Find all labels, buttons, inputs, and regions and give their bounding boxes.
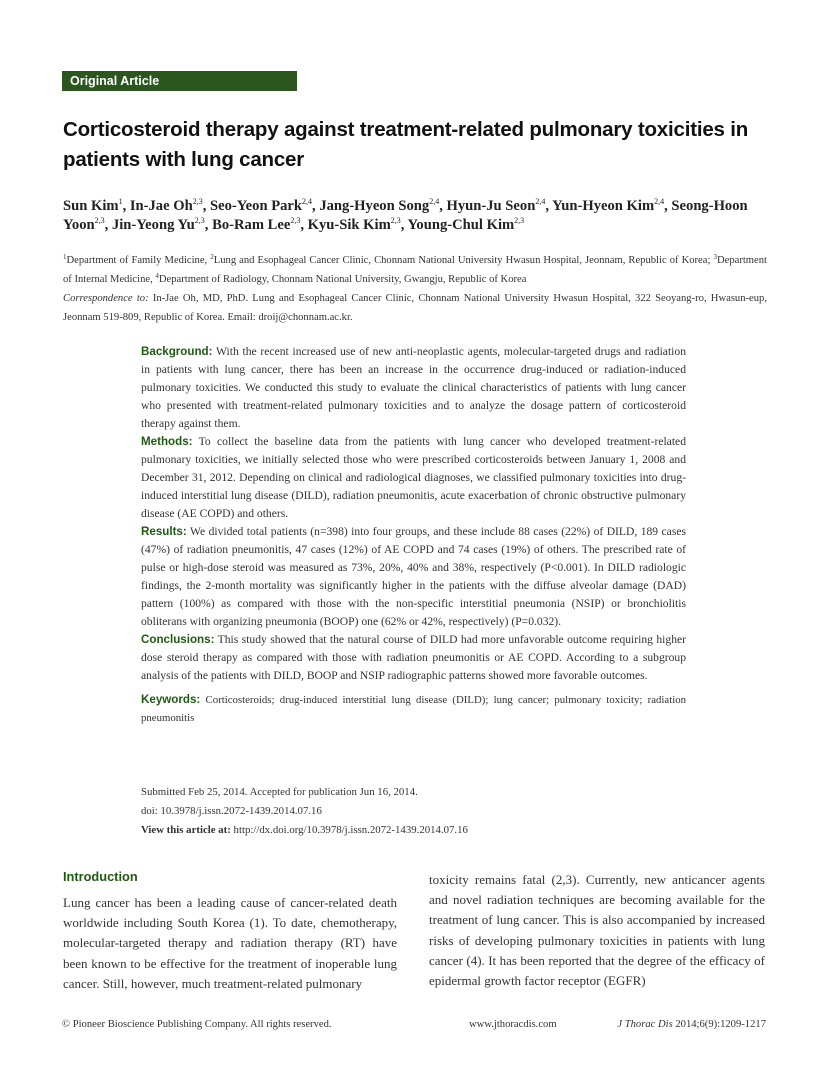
section-label: Methods:: [141, 435, 193, 448]
author: Yun-Hyeon Kim$^{2,4}$: [552, 197, 665, 214]
article-title: Corticosteroid therapy against treatment-related pulmonary toxicities in patients with lung cancer: [63, 118, 749, 171]
author: Hyun-Ju Seon$^{2,4}$: [446, 197, 546, 214]
author: Bo-Ram Lee$^{2,3}$: [212, 216, 301, 233]
section-label: Conclusions:: [141, 633, 215, 646]
section-label: Background:: [141, 345, 213, 358]
correspondence-label: Correspondence to:: [63, 293, 149, 304]
author: Sun Kim$^1$: [63, 197, 123, 214]
article-type-label: Original Article: [62, 71, 297, 91]
abstract-background: Background: With the recent increased use of new anti-neoplastic agents, molecular-targeted drugs and radiation in patients with lung cancer, there has been an increase in the occurrence drug-induced or radiation-induced pulmonary toxicities. We conducted this study to evaluate the clinical characteristics of patients with lung cancer who presented with treatment-related pulmonary toxicities and to analyze the dosage pattern of corticosteroid therapy against them.: [141, 345, 686, 430]
abstract-methods: Methods: To collect the baseline data from the patients with lung cancer who developed treatment-related pulmonary toxicities, we initially selected those who were prescribed corticosteroids between January 1, 2008 and December 31, 2012. Depending on clinical and radiological diagnoses, we classified pulmonary toxicities into drug-induced interstitial lung disease (DILD), radiation pneumonitis, acute exacerbation of chronic obstructive pulmonary disease (AE COPD) and others.: [141, 435, 686, 520]
abstract-results: Results: We divided total patients (n=398) into four groups, and these include 88 cases (22%) of DILD, 189 cases (47%) of radiation pneumonitis, 47 cases (12%) of AE COPD and 74 cases (19%) of others. The prescribed rate of pulse or high-dose steroid was measured as 73%, 20%, 40% and 38%, respectively (P<0.001). In DILD radiologic findings, the 2-month mortality was significantly higher in the patients with the diffuse alveolar damage (DAD) pattern (100%) as compared with those with the non-specific interstitial pneumonia (NSIP) or bronchiolitis obliterans with organizing pneumonia (BOOP) one (62% or 42%, respectively) (P=0.032).: [141, 525, 686, 628]
affiliation: $^3$Department of Internal Medicine,: [63, 253, 767, 285]
view-label: View this article at:: [141, 824, 231, 836]
author: Jang-Hyeon Song$^{2,4}$: [319, 197, 440, 214]
section-label: Results:: [141, 525, 187, 538]
author-list: Sun Kim$^1$, In-Jae Oh$^{2,3}$, Seo-Yeon Park$^{2,4}$, Jang-Hyeon Song$^{2,4}$, Hyun-Ju Seon$^{2,4}$, Yun-Hyeon Kim$^{2,4}$, Seong-Hoon Yoon$^{2,3}$, Jin-Yeong Yu$^{2,3}$, Bo-Ram Lee$^{2,3}$, Kyu-Sik Kim$^{2,3}$, Young-Chul Kim$^{2,3}$: [63, 197, 748, 233]
article-link[interactable]: http://dx.doi.org/10.3978/j.issn.2072-1439.2014.07.16: [230, 824, 468, 836]
introduction-heading: Introduction: [63, 869, 138, 884]
article-meta: [141, 783, 686, 840]
introduction-right-column: toxicity remains fatal (2,3). Currently, new anticancer agents and novel radiation techniques are becoming available for the treatment of lung cancer. This is also accompanied by increased risks of developing pulmonary toxicities in patients with lung cancer (4). It has been reported that the degree of the efficacy of epidermal growth factor receptor (EGFR): [429, 872, 765, 989]
author: In-Jae Oh$^{2,3}$: [129, 197, 203, 214]
affiliation: $^4$Department of Radiology, Chonnam National University, Gwangju, Republic of Korea: [155, 272, 527, 285]
author: Kyu-Sik Kim$^{2,3}$: [307, 216, 401, 233]
copyright: © Pioneer Bioscience Publishing Company. All rights reserved.: [62, 1019, 332, 1030]
correspondence-text: In-Jae Oh, MD, PhD. Lung and Esophageal Cancer Clinic, Chonnam National University Hwasun Hospital, 322 Seoyang-ro, Hwasun-eup, Jeonnam 519-809, Republic of Korea. Email: droij@chonnam.ac.kr.: [63, 293, 768, 323]
affiliations: [63, 251, 767, 327]
affiliation: $^2$Lung and Esophageal Cancer Clinic, Chonnam National University Hwasun Hospital, Jeonnam, Republic of Korea;: [210, 253, 714, 266]
doi: doi: 10.3978/j.issn.2072-1439.2014.07.16: [141, 805, 322, 817]
submission-dates: Submitted Feb 25, 2014. Accepted for publication Jun 16, 2014.: [141, 786, 418, 798]
citation: J Thorac Dis 2014;6(9):1209-1217: [617, 1019, 766, 1030]
affiliation: $^1$Department of Family Medicine,: [63, 253, 211, 266]
abstract: [141, 343, 686, 727]
abstract-conclusions: Conclusions: This study showed that the natural course of DILD had more unfavorable outcome requiring higher dose steroid therapy as compared with those with radiation pneumonitis or AE COPD. According to a subgroup analysis of the patients with DILD, BOOP and NSIP radiographic patterns showed more favorable outcomes.: [141, 633, 686, 682]
introduction-left-column: Lung cancer has been a leading cause of cancer-related death worldwide including South Korea (1). To date, chemotherapy, molecular-targeted therapy and radiation therapy (RT) have been known to be effective for the treatment of inoperable lung cancer. Still, however, much treatment-related pulmonary: [63, 895, 397, 991]
journal-website[interactable]: www.jthoracdis.com: [469, 1019, 557, 1030]
page-footer: [62, 1019, 766, 1035]
author: Seong-Hoon Yoon$^{2,3}$: [63, 198, 748, 233]
section-label: Keywords:: [141, 693, 201, 706]
author: Seo-Yeon Park$^{2,4}$: [210, 197, 313, 214]
view-article-line: [141, 821, 686, 840]
author: Jin-Yeong Yu$^{2,3}$: [111, 216, 205, 233]
keywords: Keywords: Corticosteroids; drug-induced interstitial lung disease (DILD); lung cancer; pulmonary toxicity; radiation pneumonitis: [141, 693, 686, 724]
author: Young-Chul Kim$^{2,3}$: [407, 216, 525, 233]
